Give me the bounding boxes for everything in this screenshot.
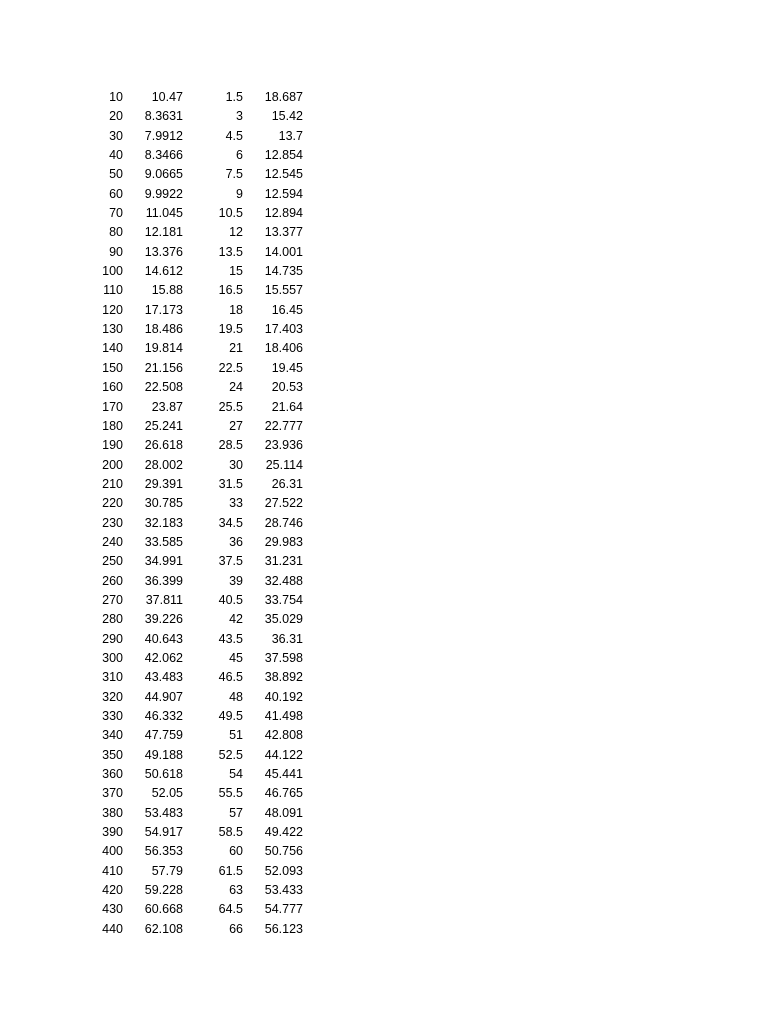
table-cell: 64.5 [218, 902, 243, 917]
table-cell: 33 [229, 496, 243, 511]
table-row [64, 107, 308, 126]
table-cell: 50.618 [144, 767, 183, 782]
table-cell: 22.777 [264, 418, 303, 433]
table-cell: 16.5 [218, 283, 243, 298]
table-cell: 15.557 [264, 283, 303, 298]
table-cell: 14.612 [144, 264, 183, 279]
table-cell: 16.45 [271, 302, 303, 317]
table-cell: 18.486 [144, 322, 183, 337]
table-cell: 22.5 [218, 360, 243, 375]
table-cell: 33.585 [144, 534, 183, 549]
table-cell: 19.45 [271, 360, 303, 375]
table-cell: 8.3466 [144, 148, 183, 163]
table-cell: 48 [229, 689, 243, 704]
table-cell: 48.091 [264, 805, 303, 820]
table-cell: 37.598 [264, 650, 303, 665]
table-cell: 40.5 [218, 592, 243, 607]
table-row [64, 378, 308, 397]
table-row [64, 262, 308, 281]
table-cell: 47.759 [144, 728, 183, 743]
table-cell: 360 [102, 767, 123, 782]
table-cell: 390 [102, 825, 123, 840]
table-row [64, 359, 308, 378]
table-cell: 62.108 [144, 921, 183, 936]
table-row [64, 204, 308, 223]
table-cell: 150 [102, 360, 123, 375]
table-row [64, 146, 308, 165]
table-cell: 350 [102, 747, 123, 762]
table-cell: 38.892 [264, 670, 303, 685]
table-cell: 12.854 [264, 148, 303, 163]
table-cell: 25.5 [218, 399, 243, 414]
table-cell: 240 [102, 534, 123, 549]
table-cell: 36 [229, 534, 243, 549]
table-cell: 27 [229, 418, 243, 433]
table-cell: 130 [102, 322, 123, 337]
table-row [64, 591, 308, 610]
table-cell: 20 [109, 109, 123, 124]
table-cell: 18.406 [264, 341, 303, 356]
table-cell: 400 [102, 844, 123, 859]
table-cell: 7.5 [225, 167, 243, 182]
table-cell: 12.894 [264, 206, 303, 221]
table-cell: 56.123 [264, 921, 303, 936]
table-cell: 13.377 [264, 225, 303, 240]
table-cell: 23.936 [264, 438, 303, 453]
table-cell: 24 [229, 380, 243, 395]
table-cell: 160 [102, 380, 123, 395]
table-cell: 12 [229, 225, 243, 240]
table-cell: 63 [229, 883, 243, 898]
table-cell: 32.183 [144, 515, 183, 530]
table-row [64, 649, 308, 668]
table-cell: 15.88 [151, 283, 183, 298]
table-cell: 44.122 [264, 747, 303, 762]
table-cell: 50 [109, 167, 123, 182]
table-row [64, 533, 308, 552]
table-cell: 59.228 [144, 883, 183, 898]
table-row [64, 804, 308, 823]
table-cell: 46.765 [264, 786, 303, 801]
table-row [64, 417, 308, 436]
table-row [64, 185, 308, 204]
table-cell: 19.814 [144, 341, 183, 356]
table-cell: 26.618 [144, 438, 183, 453]
table-cell: 28.002 [144, 457, 183, 472]
table-cell: 52.5 [218, 747, 243, 762]
table-cell: 53.483 [144, 805, 183, 820]
table-cell: 56.353 [144, 844, 183, 859]
table-cell: 33.754 [264, 592, 303, 607]
table-cell: 4.5 [225, 128, 243, 143]
table-cell: 340 [102, 728, 123, 743]
table-row [64, 765, 308, 784]
table-cell: 10 [109, 90, 123, 104]
table-cell: 44.907 [144, 689, 183, 704]
table-cell: 230 [102, 515, 123, 530]
table-row [64, 784, 308, 803]
table-row [64, 301, 308, 320]
table-cell: 39.226 [144, 612, 183, 627]
table-row [64, 668, 308, 687]
table-cell: 49.5 [218, 709, 243, 723]
table-cell: 54 [229, 767, 243, 782]
table-cell: 190 [102, 438, 123, 453]
table-cell: 380 [102, 805, 123, 820]
data-table [64, 88, 308, 939]
table-cell: 9.9922 [144, 186, 183, 201]
table-row [64, 630, 308, 649]
table-row [64, 514, 308, 533]
table-cell: 43.5 [218, 631, 243, 646]
table-cell: 30 [229, 457, 243, 472]
table-row [64, 688, 308, 707]
table-row [64, 707, 308, 726]
table-cell: 57.79 [151, 863, 183, 878]
table-cell: 18 [229, 302, 243, 317]
table-cell: 35.029 [264, 612, 303, 627]
table-cell: 57 [229, 805, 243, 820]
table-cell: 49.188 [144, 747, 183, 762]
table-cell: 290 [102, 631, 123, 646]
table-cell: 40.643 [144, 631, 183, 646]
table-cell: 180 [102, 418, 123, 433]
table-cell: 25.114 [265, 457, 303, 472]
table-cell: 37.5 [218, 554, 243, 569]
table-cell: 220 [102, 496, 123, 511]
table-cell: 46.5 [218, 670, 243, 685]
table-cell: 17.173 [144, 302, 183, 317]
table-cell: 3 [236, 109, 243, 124]
table-cell: 19.5 [218, 322, 243, 337]
table-cell: 30.785 [144, 496, 183, 511]
table-row [64, 746, 308, 765]
table-cell: 1.5 [225, 90, 243, 104]
table-cell: 29.983 [264, 534, 303, 549]
table-cell: 13.5 [218, 244, 243, 259]
table-cell: 90 [109, 244, 123, 259]
table-row [64, 165, 308, 184]
table-cell: 31.231 [264, 554, 303, 569]
table-row [64, 436, 308, 455]
table-cell: 30 [109, 128, 123, 143]
table-row [64, 494, 308, 513]
table-row [64, 398, 308, 417]
table-row [64, 281, 308, 300]
table-cell: 12.545 [264, 167, 303, 182]
table-cell: 170 [102, 399, 123, 414]
table-cell: 310 [102, 670, 123, 685]
table-cell: 52.05 [151, 786, 183, 801]
table-row [64, 475, 308, 494]
table-row [64, 456, 308, 475]
table-cell: 60.668 [144, 902, 183, 917]
table-cell: 21.64 [271, 399, 303, 414]
table-row [64, 572, 308, 591]
table-cell: 58.5 [218, 825, 243, 840]
table-cell: 13.7 [278, 128, 303, 143]
table-cell: 320 [102, 689, 123, 704]
table-cell: 15 [229, 264, 243, 279]
table-cell: 31.5 [218, 476, 243, 491]
table-cell: 15.42 [271, 109, 303, 124]
table-cell: 410 [102, 863, 123, 878]
table-cell: 270 [102, 592, 123, 607]
table-cell: 42.062 [144, 650, 183, 665]
table-cell: 430 [102, 902, 123, 917]
table-cell: 17.403 [264, 322, 303, 337]
table-cell: 25.241 [144, 418, 183, 433]
table-cell: 200 [102, 457, 123, 472]
table-cell: 32.488 [264, 573, 303, 588]
table-cell: 14.735 [264, 264, 303, 279]
table-cell: 18.687 [264, 90, 303, 104]
table-cell: 330 [102, 709, 123, 723]
table-cell: 80 [109, 225, 123, 240]
table-cell: 8.3631 [144, 109, 183, 124]
table-row [64, 339, 308, 358]
table-row [64, 862, 308, 881]
table-cell: 7.9912 [144, 128, 183, 143]
table-row [64, 920, 308, 939]
table-cell: 54.777 [264, 902, 303, 917]
table-row [64, 881, 308, 900]
table-cell: 370 [102, 786, 123, 801]
table-cell: 39 [229, 573, 243, 588]
table-cell: 12.181 [144, 225, 183, 240]
table-cell: 46.332 [144, 709, 183, 723]
table-row [64, 900, 308, 919]
table-cell: 440 [102, 921, 123, 936]
table-cell: 60 [109, 186, 123, 201]
table-cell: 27.522 [264, 496, 303, 511]
table-cell: 6 [236, 148, 243, 163]
table-cell: 61.5 [218, 863, 243, 878]
table-cell: 21.156 [144, 360, 183, 375]
table-cell: 11.045 [145, 206, 183, 221]
table-row [64, 88, 308, 107]
table-cell: 42.808 [264, 728, 303, 743]
table-cell: 12.594 [264, 186, 303, 201]
table-cell: 41.498 [264, 709, 303, 723]
table-cell: 49.422 [264, 825, 303, 840]
table-cell: 36.31 [271, 631, 303, 646]
table-row [64, 842, 308, 861]
table-cell: 28.746 [264, 515, 303, 530]
table-cell: 120 [102, 302, 123, 317]
table-cell: 51 [229, 728, 243, 743]
table-cell: 42 [229, 612, 243, 627]
table-cell: 420 [102, 883, 123, 898]
table-cell: 10.47 [151, 90, 183, 104]
table-cell: 40 [109, 148, 123, 163]
table-row [64, 243, 308, 262]
table-cell: 9 [236, 186, 243, 201]
table-row [64, 320, 308, 339]
table-cell: 29.391 [144, 476, 183, 491]
table-cell: 26.31 [271, 476, 303, 491]
table-cell: 36.399 [144, 573, 183, 588]
table-cell: 210 [102, 476, 123, 491]
table-cell: 21 [229, 341, 243, 356]
table-row [64, 610, 308, 629]
table-cell: 50.756 [264, 844, 303, 859]
table-cell: 37.811 [145, 592, 183, 607]
table-cell: 14.001 [264, 244, 303, 259]
table-cell: 55.5 [218, 786, 243, 801]
table-row [64, 823, 308, 842]
table-cell: 54.917 [144, 825, 183, 840]
table-cell: 10.5 [218, 206, 243, 221]
table-cell: 66 [229, 921, 243, 936]
table-cell: 43.483 [144, 670, 183, 685]
table-cell: 28.5 [218, 438, 243, 453]
table-cell: 45.441 [264, 767, 303, 782]
table-cell: 34.5 [218, 515, 243, 530]
table-cell: 9.0665 [144, 167, 183, 182]
table-cell: 34.991 [144, 554, 183, 569]
table-row [64, 552, 308, 571]
table-cell: 100 [102, 264, 123, 279]
table-cell: 70 [109, 206, 123, 221]
table-row [64, 726, 308, 745]
table-cell: 23.87 [151, 399, 183, 414]
table-cell: 53.433 [264, 883, 303, 898]
table-cell: 60 [229, 844, 243, 859]
table-cell: 110 [103, 283, 123, 298]
table-cell: 140 [102, 341, 123, 356]
table-cell: 45 [229, 650, 243, 665]
table-row [64, 223, 308, 242]
table-cell: 40.192 [264, 689, 303, 704]
table-cell: 250 [102, 554, 123, 569]
table-cell: 22.508 [144, 380, 183, 395]
table-cell: 260 [102, 573, 123, 588]
table-cell: 13.376 [144, 244, 183, 259]
table-cell: 300 [102, 650, 123, 665]
table-cell: 20.53 [271, 380, 303, 395]
table-cell: 280 [102, 612, 123, 627]
table-cell: 52.093 [264, 863, 303, 878]
table-row [64, 127, 308, 146]
